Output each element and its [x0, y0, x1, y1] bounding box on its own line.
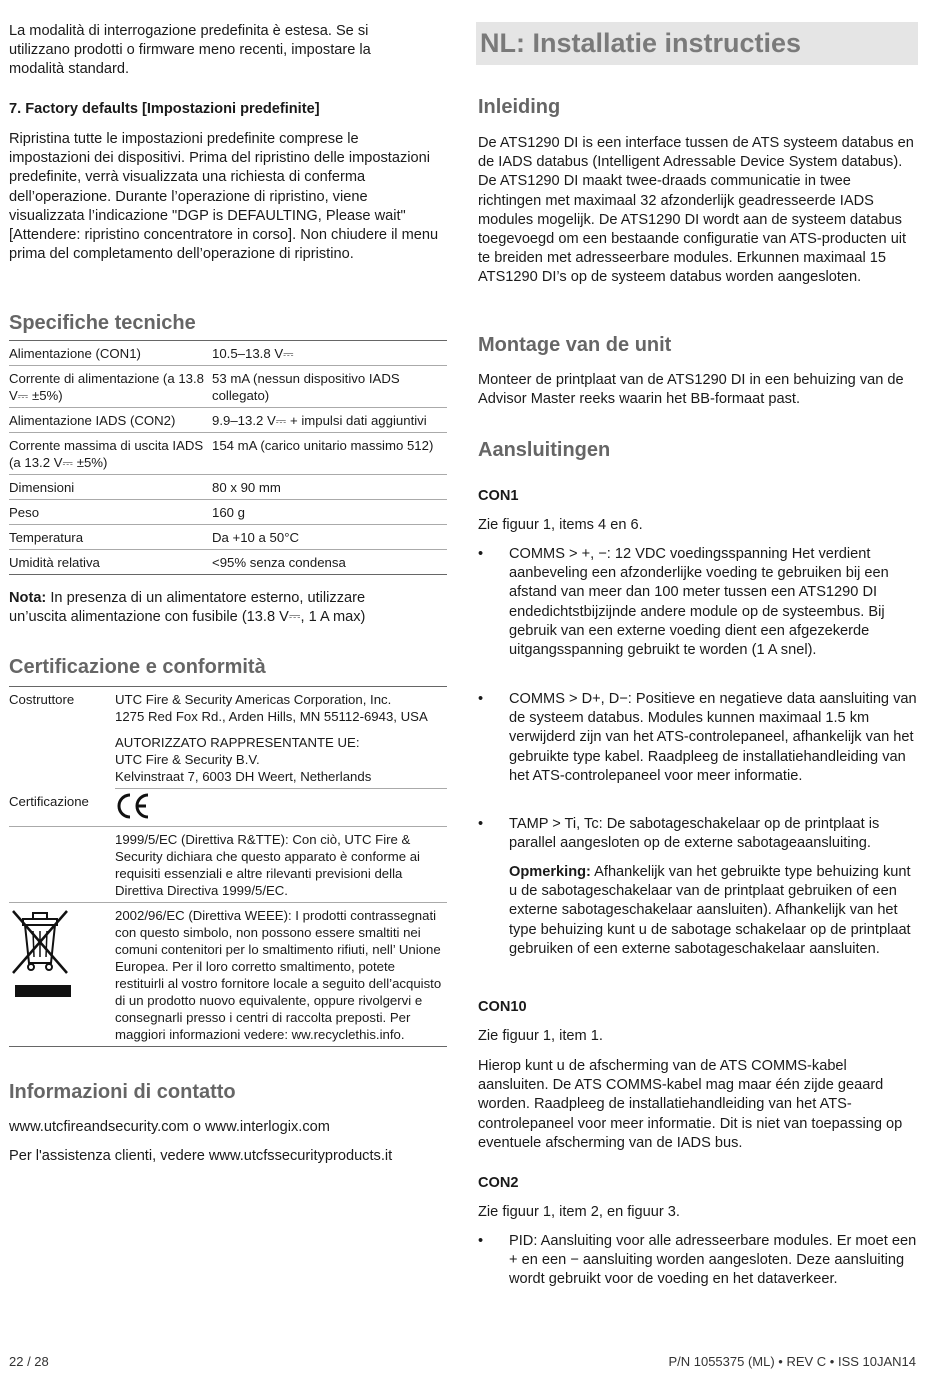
montage-heading: Montage van de unit — [478, 334, 672, 356]
nota-text: In presenza di un alimentatore esterno, utilizzare un’uscita alimentazione con fusibile (13.8 V⎓, 1 A max) — [9, 590, 366, 626]
bullet-text: COMMS > D+, D−: Positieve en negatieve data aansluiting van de systeem databus. Modules kunnen maximaal 1.5 km verwijderd zijn van het ATS-controlepaneel, afhankelijk van het gebruikte type kabel. Raadpleeg de installatiehandleiding van het ATS-controlepaneel voor meer informatie. — [509, 691, 917, 784]
contact-heading: Informazioni di contatto — [9, 1081, 236, 1103]
opmerking-label: Opmerking: — [509, 864, 591, 880]
con10-paragraph: Hierop kunt u de afscherming van de ATS COMMS-kabel aansluiten. De ATS COMMS-kabel mag maar één zijde geaard worden. Raadpleeg de installatiehandleiding van het ATS-controlepaneel voor meer informatie. Dit is niet van toepassing op eventuele afscherming van de IADS bus. — [478, 1058, 903, 1151]
spec-value: 9.9–13.2 V⎓ + impulsi dati aggiuntivi — [212, 408, 447, 433]
aansluitingen-heading: Aansluitingen — [478, 439, 611, 461]
con1-heading: CON1 — [478, 488, 519, 504]
con2-reference: Zie figuur 1, item 2, en figuur 3. — [478, 1204, 680, 1220]
spec-label: Umidità relativa — [9, 550, 212, 575]
bullet-marker: • — [478, 1233, 484, 1249]
contact-websites: www.utcfireandsecurity.com o www.interlogix.com — [9, 1119, 330, 1135]
weee-icon-cell — [9, 903, 115, 1047]
bullet-marker: • — [478, 546, 484, 562]
spec-label: Alimentazione (CON1) — [9, 341, 212, 366]
ce-mark-cell — [115, 789, 447, 827]
contact-support: Per l'assistenza clienti, vedere www.utcfssecurityproducts.it — [9, 1148, 393, 1164]
spec-value: <95% senza condensa — [212, 550, 447, 575]
spec-row — [9, 366, 447, 408]
spec-label: Dimensioni — [9, 475, 212, 500]
spec-value: 154 mA (carico unitario massimo 512) — [212, 433, 447, 475]
spec-value: 53 mA (nessun dispositivo IADS collegato) — [212, 366, 447, 408]
spec-row — [9, 550, 447, 575]
eu-representative — [115, 728, 447, 789]
opmerking-note — [509, 863, 915, 959]
cert-heading: Certificazione e conformità — [9, 656, 266, 678]
costruttore-line: UTC Fire & Security Americas Corporation, Inc. — [115, 692, 392, 707]
specs-heading: Specifiche tecniche — [9, 312, 196, 334]
rep-line: UTC Fire & Security B.V. — [115, 752, 260, 767]
con1-bullet-power — [478, 545, 919, 660]
weee-text: 2002/96/EC (Direttiva WEEE): I prodotti contrassegnati con questo simbolo, non possono essere smaltiti nei comuni contenitori per lo smaltimento rifiuti, nell’ Unione Europea. Per il loro corretto smaltimento, potete restituirli al vostro fornitore locale a seguito dell’acquisto di un prodotto nuovo equivalente, oppure rivolgervi e consegnarli presso i centri di raccolta preposti. Per maggiori informazioni vedere: ww.recyclethis.info. — [115, 903, 447, 1047]
cert-table — [9, 686, 447, 1047]
con2-heading: CON2 — [478, 1175, 519, 1191]
con10-reference: Zie figuur 1, item 1. — [478, 1028, 603, 1044]
certificazione-label: Certificazione — [9, 789, 115, 827]
montage-paragraph: Monteer de printplaat van de ATS1290 DI in een behuizing van de Advisor Master reeks waarin het BB-formaat past. — [478, 372, 904, 408]
bullet-text: TAMP > Ti, Tc: De sabotageschakelaar op de printplaat is parallel aangesloten op de externe sabotageaansluiting. — [509, 816, 880, 852]
spec-value: 80 x 90 mm — [212, 475, 447, 500]
specs-table — [9, 340, 447, 575]
intro-paragraph: La modalità di interrogazione predefinita è estesa. Se si utilizzano prodotti o firmware meno recenti, impostare la modalità standard. — [9, 23, 371, 78]
rtte-text: 1999/5/EC (Direttiva R&TTE): Con ciò, UTC Fire & Security dichiara che questo apparato è conforme ai requisiti essenziali e altre rilevanti previsioni della Direttiva Directiva 1999/5/EC. — [115, 827, 447, 903]
spec-label: Alimentazione IADS (CON2) — [9, 408, 212, 433]
inleiding-paragraph: De ATS1290 DI is een interface tussen de ATS systeem databus en de IADS databus (Intelligent Adressable Device System databus). De ATS1290 DI maakt twee-draads communicatie in twee richtingen met maximaal 32 afzonderlijk geadresseerde IADS modules mogelijk. De ATS1290 DI wordt aan de systeem databus toegevoegd om een bestaande configuratie van ATS-producten uit te breiden met adresseerbare modules. Erkunnen maximaal 15 ATS1290 DI’s op de systeem databus worden aangesloten. — [478, 135, 914, 286]
spec-row — [9, 341, 447, 366]
spec-label: Temperatura — [9, 525, 212, 550]
costruttore-label: Costruttore — [9, 687, 115, 789]
document-part-number: P/N 1055375 (ML) • REV C • ISS 10JAN14 — [668, 1354, 916, 1369]
inleiding-heading: Inleiding — [478, 96, 561, 118]
rep-line: Kelvinstraat 7, 6003 DH Weert, Netherlands — [115, 769, 372, 784]
bullet-marker: • — [478, 816, 484, 832]
spec-row — [9, 408, 447, 433]
factory-defaults-heading: 7. Factory defaults [Impostazioni predefinite] — [9, 101, 320, 117]
con2-bullet-pid — [478, 1232, 919, 1290]
bullet-text: COMMS > +, −: 12 VDC voedingsspanning Het verdient aanbeveling een afzonderlijke voeding te gebruiken bij een afstand van meer dan 100 meter tussen een ATS1290 DI endedichtstbijzijnde andere module op de systeembus. Bij gebruik van een externe voeding dient een afgezekerde uitgangsspanning gebruikt te worden (1 A snel). — [509, 546, 889, 659]
nota-paragraph — [9, 589, 409, 627]
bullet-text: PID: Aansluiting voor alle adresseerbare modules. Er moet een + en een − aansluiting worden aangesloten. Deze aansluiting wordt gebruikt voor de voeding en het dataverkeer. — [509, 1233, 917, 1288]
spec-row — [9, 475, 447, 500]
spec-label: Peso — [9, 500, 212, 525]
factory-defaults-paragraph: Ripristina tutte le impostazioni predefinite comprese le impostazioni dei dispositivi. Prima del ripristino delle impostazioni predefinite, verrà visualizzata una richiesta di conferma dell’operazione. Durante l’operazione di ripristino, viene visualizzata l’indicazione "DGP is DEFAULTING, Please wait" [Attendere: ripristino concentratore in corso]. Non chiudere il menu prima del completamento dell’operazione di ripristino. — [9, 131, 439, 263]
spec-label: Corrente massima di uscita IADS (a 13.2 V⎓ ±5%) — [9, 433, 212, 475]
rep-line: AUTORIZZATO RAPPRESENTANTE UE: — [115, 735, 360, 750]
con1-reference: Zie figuur 1, items 4 en 6. — [478, 517, 643, 533]
language-banner: NL: Installatie instructies — [476, 22, 918, 65]
spec-row — [9, 433, 447, 475]
weee-bin-icon — [9, 907, 71, 1003]
con1-bullet-data — [478, 690, 919, 786]
spec-value: Da +10 a 50°C — [212, 525, 447, 550]
costruttore-value — [115, 687, 447, 729]
bullet-marker: • — [478, 691, 484, 707]
con1-bullet-tamper — [478, 815, 919, 853]
con10-heading: CON10 — [478, 999, 527, 1015]
nota-label: Nota: — [9, 590, 47, 606]
spec-row — [9, 500, 447, 525]
costruttore-line: 1275 Red Fox Rd., Arden Hills, MN 55112-6943, USA — [115, 709, 428, 724]
page-number: 22 / 28 — [9, 1354, 49, 1369]
ce-mark-icon — [115, 793, 151, 819]
spec-label: Corrente di alimentazione (a 13.8 V⎓ ±5%) — [9, 366, 212, 408]
spec-value: 10.5–13.8 V⎓ — [212, 341, 447, 366]
spec-value: 160 g — [212, 500, 447, 525]
opmerking-text: Afhankelijk van het gebruikte type behuizing kunt u de sabotageschakelaar van de printplaat gebruiken of een externe sabotageschakelaar aansluiten). Afhankelijk van het type behuizing kunt u de sabotage schakelaar op de printplaat gebruiken of een externe sabotageschakelaar aansluiten. — [509, 864, 911, 957]
spec-row — [9, 525, 447, 550]
